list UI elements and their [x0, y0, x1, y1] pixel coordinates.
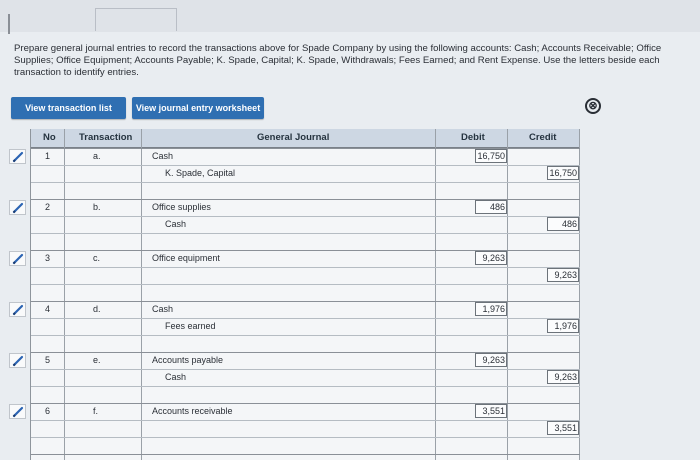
credit-account[interactable]: Fees earned [165, 321, 216, 331]
entry-no: 2 [44, 202, 50, 212]
view-journal-worksheet-button[interactable]: View journal entry worksheet [132, 97, 264, 119]
header-general-journal: General Journal [257, 132, 330, 143]
debit-account[interactable]: Accounts payable [152, 355, 224, 365]
debit-amount: 9,263 [482, 355, 505, 365]
credit-amount: 3,551 [554, 423, 577, 433]
row-line [31, 318, 580, 319]
check-icon [9, 200, 26, 215]
entry-transaction: a. [93, 151, 101, 161]
debit-amount: 3,551 [482, 406, 505, 416]
credit-account[interactable]: K. Spade, Capital [165, 168, 236, 178]
row-line [31, 233, 580, 234]
debit-amount: 1,976 [482, 304, 505, 314]
check-icon [9, 149, 26, 164]
credit-amount: 486 [561, 219, 577, 229]
row-line [31, 420, 580, 421]
credit-amount: 9,263 [554, 372, 577, 382]
credit-account[interactable]: Cash [165, 372, 187, 382]
debit-account[interactable]: Office supplies [152, 202, 211, 212]
header-tab-outline [95, 8, 177, 31]
entry-transaction: f. [93, 406, 99, 416]
credit-amount: 9,263 [554, 270, 577, 280]
entry-no: 3 [44, 253, 50, 263]
header-transaction: Transaction [79, 132, 133, 143]
row-line [31, 267, 580, 268]
left-mark [8, 14, 10, 34]
row-line [31, 335, 580, 336]
row-line [31, 182, 580, 183]
row-line [31, 369, 580, 370]
entry-transaction: d. [93, 304, 101, 314]
entry-transaction: c. [93, 253, 101, 263]
header-debit: Debit [461, 132, 485, 143]
row-line [31, 284, 580, 285]
col-divider [435, 129, 436, 460]
row-line [31, 386, 580, 387]
row-line [31, 165, 580, 166]
debit-amount: 9,263 [482, 253, 505, 263]
debit-amount: 16,750 [477, 151, 505, 161]
col-divider [579, 129, 580, 460]
instructions-text: Prepare general journal entries to record the transactions above for Spade Company by using the following accounts: Cash; Accounts Receivable; Office Supplies; Office Equipment; Accounts Payable; K. Spade, Capital; K. Spade, Withdrawals; Fees Earned; and Rent Expense. Use the letters beside each transaction to identify entries. [14, 43, 662, 78]
credit-amount: 1,976 [554, 321, 577, 331]
entry-no: 5 [44, 355, 50, 365]
view-transaction-list-button[interactable]: View transaction list [11, 97, 126, 119]
entry-no: 6 [44, 406, 50, 416]
check-icon [9, 251, 26, 266]
row-line [31, 216, 580, 217]
debit-account[interactable]: Cash [152, 151, 174, 161]
row-line [31, 437, 580, 438]
debit-account[interactable]: Accounts receivable [152, 406, 233, 416]
close-icon[interactable]: ⊗ [585, 98, 601, 114]
entry-transaction: e. [93, 355, 101, 365]
col-divider [64, 129, 65, 460]
top-bar [0, 0, 700, 32]
debit-amount: 486 [489, 202, 505, 212]
col-divider [507, 129, 508, 460]
general-journal-table [30, 129, 580, 460]
debit-account[interactable]: Cash [152, 304, 174, 314]
credit-account[interactable]: Cash [165, 219, 187, 229]
entry-no: 1 [44, 151, 50, 161]
check-icon [9, 404, 26, 419]
check-icon [9, 353, 26, 368]
credit-amount: 16,750 [549, 168, 577, 178]
debit-account[interactable]: Office equipment [152, 253, 220, 263]
entry-no: 4 [44, 304, 50, 314]
entry-transaction: b. [93, 202, 101, 212]
col-divider [141, 129, 142, 460]
header-no: No [43, 132, 56, 143]
header-credit: Credit [529, 132, 557, 143]
row-line [31, 454, 580, 455]
table-header [31, 129, 580, 148]
check-icon [9, 302, 26, 317]
